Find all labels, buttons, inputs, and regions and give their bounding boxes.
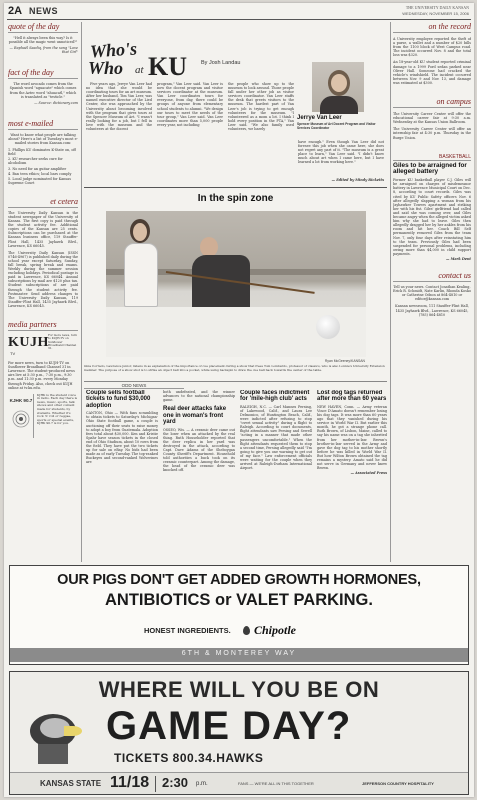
odd-body-1b: both undefeated, and the winner advances to the national championship game.	[163, 390, 235, 403]
kujh-tv: TV	[10, 351, 16, 357]
record-item: A University employee reported the theft of a purse, a wallet and a number of $20 bills from the 1100 block of West Campus road. The incident occurred Nov. 8 and the total loss was $320.	[393, 37, 471, 58]
whos-title-at: at	[135, 64, 144, 76]
odd-body-3: RALEIGH, N.C. — Carl Mannes Persing, of Lakewood, Calif., and Laura Lee Delmonico, of Huntington Beach, Calif., were indicted after refusing to stop "overt sexual activity" during a flight to Raleigh. According to court documents, flight attendants saw Persing and Sewell "acting in a manner that made other passengers uncomfortable." When the flight attendants requested them to stop a second time, Persing allegedly said "I'm going to give you one warning to get out of my face." Law enforcement officials were waiting for the couple when they arrived at Raleigh-Durham International Airport.	[240, 404, 312, 471]
kujh-text: For more news, turn to KUJH-TV on Sunflower Broadband Channel 31 in Lawrence. The student-produced news airs live at 5:30 p.m., 7:30 p.m., 9:30 p.m. and 11:30 p.m. every Monday through Friday. Also, check out KUJH online at tv.ku.edu.	[8, 361, 75, 390]
left-column	[8, 22, 78, 562]
basketball-text: Former KU basketball player C.J. Giles will be arraigned on charges of misdemeanor battery in Lawrence Municipal Court on Dec. 8, according to court records. Giles was cited by KU Public Safety officers Nov. 6 after allegedly slapping a woman from his Jayhawker Towers apartment and striking her with his fist. Giles' girlfriend had called and said she was coming over, and Giles became angry when the alleged victim asked him why she had to leave. Giles then allegedly dragged her by her ankles from his room and hit her. Coach Bill Self permanently removed Giles from the team Nov. 7, only four days after reinstating him to the team. Previously Giles had been suspended for personal problems, including owing more than $4,000 in child support payments.	[393, 178, 471, 256]
etcetera-title: et cetera	[8, 197, 78, 208]
game-day-tickets: TICKETS 800.34.HAWKS	[114, 751, 264, 765]
record-item: An 18-year-old KU student reported criminal damage to a 1999 Ford sedan parked near Oliver Hall. Someone had cracked the vehicle's windshield. The incident occurred between Nov. 9 and Nov. 13, and damage was estimated at $300.	[393, 60, 471, 85]
game-day-line-1: WHERE WILL YOU BE ON	[98, 677, 380, 702]
odd-news-title: ODD NEWS	[84, 383, 184, 389]
whos-title-who: Who	[88, 58, 124, 78]
kujh-logo: KUJH	[8, 335, 49, 351]
emailed-title: most e-mailed	[8, 119, 78, 130]
whos-col-2: program," Van Leer said. Van Leer is now the docent program and visitor services coordinator at the museum. Van Leer coordinates tours for everyone, from day, there could be groups of anyone from elementary school students to alumni. "We design our tours to meet the needs of the tour group," Van Leer said. Van Leer coordinates more than 5,000 people every year, not including	[157, 82, 223, 127]
page-number: 2A	[8, 5, 23, 17]
game-date: 11/18	[110, 774, 150, 791]
game-pm: p.m.	[196, 781, 208, 787]
odd-headline-3: Couple faces indictment for 'mile-high club' acts	[240, 390, 310, 403]
odd-body-2: OSSEO, Wis. — A ceramic deer came out the loser when an attacked by the real thing. Ruth Householder reported that the deer replica in her yard was destroyed in the attack, according to Capt. Dave Adams of the Sheboygan County Sheriff's Department. Household told authorities a buck took on its ceramic counterpart. Among the damage, the head of the ceramic deer was knocked off.	[163, 427, 235, 473]
spin-zone-feature	[84, 189, 387, 379]
game-day-banner	[10, 772, 468, 795]
record-title: on the record	[393, 22, 471, 33]
woman-figure	[124, 219, 158, 305]
whos-title	[86, 38, 198, 81]
game-day-ad	[9, 671, 469, 795]
media-title: media partners	[8, 320, 78, 331]
page-header	[7, 5, 471, 19]
whos-col-1: Five years ago, Jerrye Van Leer had no idea that she would be coordinating tours for an art museum. After her husband, Tim Van Leer, was named executive director of the Lied Center, she was approached by the University about becoming involved with the program that gives tours at the Spencer Museum of Art. "I wasn't really looking for a job, but I fell in love with the museum and the volunteers at the docent	[86, 82, 152, 132]
odd-col-3	[240, 390, 312, 560]
contact-address: Kansan newsroom, 111 Stauffer-Flint Hall, 1435 Jayhawk Blvd., Lawrence, KS 66045, (785) 864-4810	[395, 304, 469, 317]
cue-ball	[316, 315, 340, 339]
odd-news	[84, 383, 387, 561]
contact-title: contact us	[393, 271, 471, 282]
game-sponsor: JEFFERSON COUNTRY HOSPITALITY	[362, 781, 434, 786]
header-date: WEDNESDAY, NOVEMBER 15, 2006	[402, 11, 469, 16]
emailed-intro: Want to know what people are talking about? Here's a list of Tuesday's most e-mailed stories from Kansan.com:	[8, 132, 78, 146]
whos-who-feature	[84, 22, 387, 186]
odd-headline-4: Lost dog tags returned after more than 60 years	[317, 390, 387, 403]
odd-col-4	[317, 390, 387, 560]
basketball-title: BASKETBALL	[393, 154, 471, 161]
jayhawk-mascot-icon	[24, 708, 86, 764]
spin-title: In the spin zone	[197, 193, 274, 204]
whos-title-ku: KU	[148, 52, 187, 81]
section-name: NEWS	[29, 6, 58, 16]
whos-title-word: Who's	[89, 38, 138, 62]
spin-photo	[106, 211, 366, 357]
whos-col-4: have enough." Even though Van Leer did not foresee this job when she came here, she does not regret any part of it. "The museum is a great place to learn," Van Leer said. "I didn't know much about art when I came here, but I have learned a lot from working here."	[298, 140, 384, 165]
whos-col-3: the people who show up to the museum to look around. Those people fall under her other job as visitor services coordinator. Van Leer staffs the desk that greets visitors to the museum. The hardest part of Van Leer's job is trying to get enough volunteers for the museum. "I volunteered as a mom a lot. I think I hold every position in the PTA," Van Leer said. "We also family used volunteers, we barely	[228, 82, 294, 132]
paper-name: THE UNIVERSITY DAILY KANSAN	[405, 5, 469, 10]
whos-name: Jerrye Van Leer	[297, 115, 342, 121]
van-leer-photo	[312, 62, 364, 112]
whos-role: Spencer Museum of Art Docent Program and Visitor Services Coordinator	[297, 122, 376, 130]
odd-body-1: CANTON, Ohio — With fans scrambling to obtain tickets to Saturday's Michigan-Ohio State football game, a couple is auctioning off their seats to raise money to adopt a boy from Guatemala. Adoption fees total about $30,000. Ken and Kristie Spahr have season tickets in the closed end of Ohio Stadium, about 10 rows from the field. They have put the two tickets up for sale on eBay. No bids had been made as of early Tuesday. The top-ranked Buckeyes and second-ranked Wolverines are	[86, 411, 158, 465]
man-figure	[192, 237, 250, 311]
newspaper-page	[4, 3, 474, 797]
kjhk-text: KJHK is the student voice in radio. Each day there is news, music, sports, talk shows and other content made for students, by students. Whether it's rock 'n' roll or reggae, sports or special events, KJHK 90.7 is for you.	[37, 392, 78, 426]
chili-icon	[243, 626, 250, 635]
spin-photo-credit: Ryan McGeeney/KANSAN	[324, 359, 365, 363]
kjhk-logo-text: KJHK 90.7	[9, 397, 33, 403]
kjhk-logo	[8, 394, 34, 438]
kjhk-block	[8, 394, 78, 444]
odd-headline-1: Couple sells football tickets to fund $30,000 adoption	[86, 390, 151, 409]
odd-body-4: NEW HAVEN, Conn. — Army veteran Vince D'Amato doesn't remember losing his dog tags. It was more than 60 years ago that they vanished during his service in World War II. But earlier this month, he got a strange phone call. Ruth Brown, of Lisbon, Maine, called to say his name was on a tag she inherited from her mother-in-law. Brown's brother-in-law served in the Army and gave the dog tag to his mother shortly before he was killed in World War II. But how Wilton Brown obtained the tag remains a mystery. Amato said he did not serve in Germany and never knew Brown.	[317, 404, 387, 471]
whos-byline: By Josh Landau	[201, 60, 241, 66]
game-day-line-2: GAME DAY?	[106, 704, 352, 748]
emailed-item: 1. Phillips KU dominates K-State on, off field	[8, 148, 76, 157]
fact-title: fact of the day	[8, 68, 78, 79]
right-column	[393, 22, 471, 562]
whos-edited: — Edited by Mindy Ricketts	[331, 178, 384, 182]
etcetera-text-2: The University Daily Kansan (ISSN 0746-4967) is published daily during the school year except Saturday, Sunday, fall break, spring break and exams. Weekly during the summer session excluding holidays. Periodical postage is paid in Lawrence, KS 66044. Annual subscriptions by mail are $120 plus tax. Student subscriptions of are paid through the student activity fee. Postmaster: Send address changes to The University Daily Kansan, 119 Stauffer-Flint Hall, 1435 Jayhawk Blvd., Lawrence, KS 66045.	[8, 250, 78, 308]
game-team: KANSAS STATE	[40, 779, 102, 788]
oncampus-item: The University Career Center will offer an internship fair at 4:30 p.m. Thursday in the Burge Union.	[393, 127, 471, 140]
kujh-block	[8, 334, 78, 360]
emailed-item: 5. Local judge nominated for Kansas Supreme Court	[8, 176, 71, 185]
basketball-credit: — Mark Dent	[446, 256, 471, 261]
chipotle-line-1: OUR PIGS DON'T GET ADDED GROWTH HORMONES,	[57, 572, 421, 588]
emailed-list	[8, 148, 78, 185]
basketball-headline: Giles to be arraigned for alleged battery	[393, 161, 467, 176]
emailed-item: 4. Ban teen ethics; local bars comply	[8, 171, 72, 176]
radio-wave-icon	[12, 410, 30, 428]
chipotle-honest: HONEST INGREDIENTS.	[144, 626, 231, 635]
odd-headline-2: Real deer attacks fake one in woman's front yard	[163, 406, 227, 426]
game-time: 2:30	[162, 775, 189, 790]
quote-attribution: — Raphaël Saadiq, from the song "Love that Girl"	[9, 46, 78, 55]
chipotle-ad	[9, 565, 469, 665]
odd-col-2	[163, 390, 235, 560]
odd-col-1	[86, 390, 158, 560]
quote-text: "Hell it always been this way? Is it possible all the magic went unnoticed?"	[8, 36, 78, 45]
spin-caption: Gina Corrado, Lawrence junior, listens in as explanation of the importance of cue placement during a show that frees Tom Lombardo, professor of classics, who is also Lonnie's University Extension member. The purpose of a show shot is to strike an object ball into a pocket, while using backspin to draw the cue ball back towards the center of the table.	[84, 365, 385, 372]
fact-text: The word avocado comes from the Spanish word "aguacate" which comes from the Aztec word "ahuacatl," which is translated as "testicle."	[9, 82, 77, 99]
chipotle-address: 6TH & MONTEREY WAY	[181, 650, 297, 657]
emailed-item: 3. No need for an guitar amplifier	[8, 166, 67, 171]
odd-credit: — Associated Press	[350, 471, 387, 476]
quote-title: quote of the day	[8, 22, 78, 33]
oncampus-item: The University Career Center will offer the educational career fair at 9:30 a.m. Wednesday at the Kansas Union Ballroom.	[393, 112, 471, 125]
oncampus-title: on campus	[393, 97, 471, 108]
chipotle-address-band	[10, 648, 468, 662]
game-tagline: FANS — WE'RE ALL IN THIS TOGETHER	[238, 781, 314, 786]
etcetera-text: The University Daily Kansan is the student newspaper of the University of Kansas. The first copy is paid through the student activity fee. Additional copies of the Kansan are 25 cents. Subscriptions can be purchased at the Kansan business office, 119 Stauffer-Flint Hall, 1435 Jayhawk Blvd., Lawrence, KS 66045.	[8, 210, 78, 248]
emailed-item: 2. KU researcher seeks cure for alcoholism	[8, 157, 63, 166]
fact-attribution: — Source: dictionary.com	[34, 100, 78, 105]
chipotle-line-2: ANTIBIOTICS or VALET PARKING.	[105, 591, 373, 609]
chipotle-brand: Chipotle	[254, 623, 297, 637]
kujh-blurb: For more news, turn to KUJH-TV on Sunflower Broadband Channel 31.	[48, 334, 78, 351]
contact-text: Tell us your news. Contact Jonathan Kealing, Erick R. Schmidt, Nate Karlin, Rhonda Kosko or Catherine Odson at 864-4810 or editor@kansan.com	[393, 285, 471, 302]
